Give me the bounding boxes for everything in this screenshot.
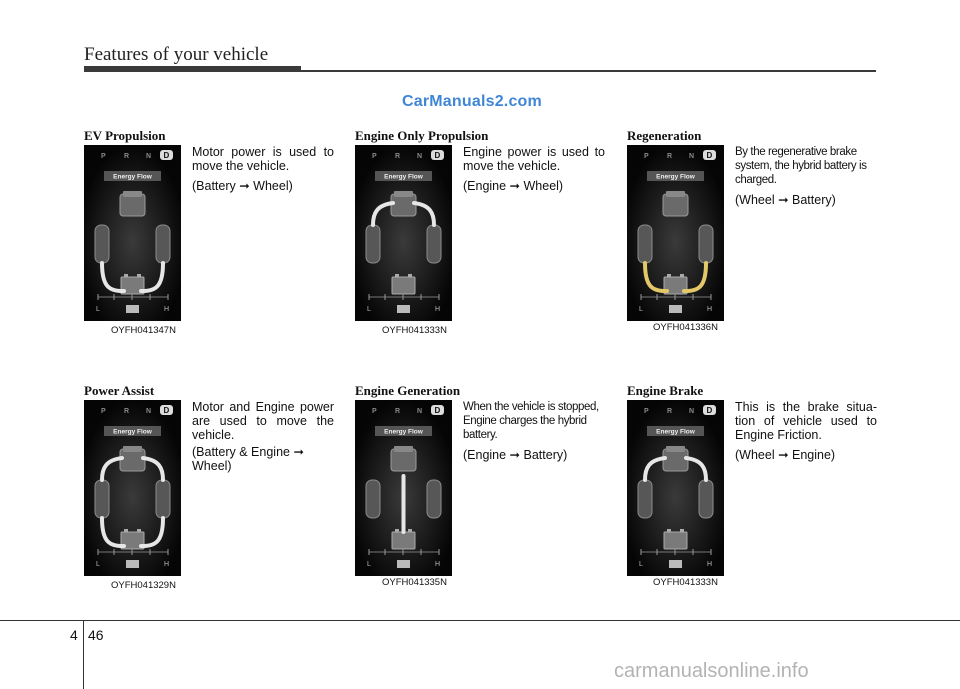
gear-label: N: [146, 408, 152, 415]
energy-flow-graphic: [627, 400, 724, 576]
battery-terminal: [680, 274, 684, 277]
energy-flow-screen: [355, 145, 452, 321]
gear-label: N: [146, 153, 152, 160]
image-code: OYFH041335N: [382, 577, 447, 588]
footer-divider: [83, 620, 84, 689]
gear-label: P: [101, 408, 106, 415]
battery-terminal: [395, 529, 399, 532]
description-text: Motor power is used to move the vehicle.: [192, 145, 334, 173]
description-text: When the vehicle is stopped, Engine charges the hybrid battery.: [463, 401, 599, 441]
energy-flow-graphic: [355, 400, 452, 576]
description-text: By the regenerative brake system, the hybrid battery is charged.: [735, 146, 867, 186]
section-engine-brake: [627, 383, 879, 593]
gauge-low-label: L: [96, 306, 100, 313]
image-code: OYFH041333N: [382, 325, 447, 336]
flow-text: (Engine ➞ Wheel): [463, 179, 564, 193]
energy-flow-graphic: [355, 145, 452, 321]
engine-top: [394, 191, 413, 197]
energy-flow-label: Energy Flow: [384, 428, 423, 436]
gauge-low-label: L: [639, 561, 643, 568]
section-description: [192, 145, 334, 193]
battery-terminal: [137, 529, 141, 532]
gauge-high-label: H: [435, 561, 441, 568]
battery-icon: [392, 532, 415, 549]
section-engine-generation: [355, 383, 607, 593]
right-wheel-icon: [156, 225, 170, 263]
gauge-low-label: L: [96, 561, 100, 568]
battery-terminal: [667, 529, 671, 532]
gauge-low-label: L: [367, 561, 371, 568]
section-regeneration: [627, 128, 879, 338]
section-description: [735, 145, 877, 207]
watermark-link[interactable]: CarManuals2.com: [402, 93, 542, 110]
section-title: Engine Brake: [627, 383, 704, 398]
engine-top: [394, 446, 413, 452]
footer-site-watermark: carmanualsonline.info: [614, 660, 809, 682]
gear-label: D: [706, 151, 713, 160]
gear-label: R: [667, 153, 673, 160]
left-wheel-icon: [638, 225, 652, 263]
gear-label: D: [434, 151, 441, 160]
gauge-battery-icon: [126, 305, 139, 313]
gauge-high-label: H: [164, 561, 170, 568]
gauge-low-label: L: [367, 306, 371, 313]
right-wheel-icon: [427, 480, 441, 518]
gear-label: R: [124, 408, 130, 415]
battery-terminal: [408, 529, 412, 532]
gear-label: N: [417, 153, 423, 160]
battery-terminal: [408, 274, 412, 277]
energy-flow-screen: [627, 400, 724, 576]
flow-text: (Wheel ➞ Battery): [735, 193, 836, 207]
engine-icon: [391, 194, 416, 216]
engine-icon: [391, 449, 416, 471]
footer-rule: [0, 620, 960, 621]
gauge-battery-icon: [397, 305, 410, 313]
energy-flow-screen: [84, 145, 181, 321]
energy-flow-label: Energy Flow: [113, 173, 152, 181]
gauge-high-label: H: [707, 306, 713, 313]
energy-flow-screen: [84, 400, 181, 576]
energy-flow-graphic: [84, 145, 181, 321]
gear-label: D: [706, 406, 713, 415]
gauge-high-label: H: [707, 561, 713, 568]
flow-text: (Battery ➞ Wheel): [192, 179, 293, 193]
right-wheel-icon: [156, 480, 170, 518]
left-wheel-icon: [95, 480, 109, 518]
energy-flow-graphic: [84, 400, 181, 576]
gauge-battery-icon: [126, 560, 139, 568]
engine-icon: [120, 449, 145, 471]
energy-flow-label: Energy Flow: [384, 173, 423, 181]
engine-top: [666, 446, 685, 452]
battery-terminal: [124, 274, 128, 277]
flow-text: (Wheel ➞ Engine): [735, 448, 836, 462]
section-description: [463, 145, 605, 193]
gear-label: P: [372, 408, 377, 415]
gear-label: D: [163, 406, 170, 415]
gear-label: N: [417, 408, 423, 415]
section-description: [463, 400, 605, 462]
description-text: Engine power is used to move the vehicle.: [463, 145, 605, 173]
engine-icon: [663, 194, 688, 216]
section-ev-propulsion: [84, 128, 336, 338]
image-code: OYFH041347N: [111, 325, 176, 336]
page-number: 46: [88, 627, 104, 643]
gauge-battery-icon: [669, 560, 682, 568]
engine-icon: [120, 194, 145, 216]
section-engine-only-propulsion: [355, 128, 607, 338]
gear-label: R: [124, 153, 130, 160]
header-rule: [84, 70, 876, 72]
gear-label: D: [434, 406, 441, 415]
energy-flow-graphic: [627, 145, 724, 321]
image-code: OYFH041333N: [653, 577, 718, 588]
gear-label: P: [644, 408, 649, 415]
engine-top: [123, 191, 142, 197]
section-description: [735, 400, 877, 462]
energy-flow-screen: [355, 400, 452, 576]
engine-top: [123, 446, 142, 452]
description-text: This is the brake situa-tion of vehicle used to Engine Friction.: [735, 400, 877, 442]
gauge-high-label: H: [164, 306, 170, 313]
energy-flow-label: Energy Flow: [656, 428, 695, 436]
image-code: OYFH041336N: [653, 322, 718, 333]
left-wheel-icon: [366, 480, 380, 518]
header-title: Features of your vehicle: [84, 44, 269, 65]
gear-label: P: [101, 153, 106, 160]
gear-label: P: [372, 153, 377, 160]
right-wheel-icon: [427, 225, 441, 263]
section-title: Regeneration: [627, 128, 702, 143]
image-code: OYFH041329N: [111, 580, 176, 591]
gear-label: N: [689, 153, 695, 160]
battery-icon: [392, 277, 415, 294]
section-title: EV Propulsion: [84, 128, 166, 143]
engine-icon: [663, 449, 688, 471]
right-wheel-icon: [699, 480, 713, 518]
chapter-number: 4: [70, 627, 78, 643]
energy-flow-label: Energy Flow: [656, 173, 695, 181]
gear-label: R: [395, 408, 401, 415]
energy-flow-screen: [627, 145, 724, 321]
battery-icon: [664, 532, 687, 549]
battery-terminal: [137, 274, 141, 277]
section-title: Engine Only Propulsion: [355, 128, 489, 143]
battery-terminal: [667, 274, 671, 277]
energy-flow-label: Energy Flow: [113, 428, 152, 436]
section-power-assist: [84, 383, 336, 593]
left-wheel-icon: [95, 225, 109, 263]
left-wheel-icon: [638, 480, 652, 518]
description-text: Motor and Engine power are used to move the vehicle.: [192, 400, 334, 442]
section-description: [192, 400, 334, 473]
gear-label: P: [644, 153, 649, 160]
gear-label: R: [667, 408, 673, 415]
battery-terminal: [124, 529, 128, 532]
section-title: Power Assist: [84, 383, 155, 398]
gear-label: D: [163, 151, 170, 160]
gear-label: N: [689, 408, 695, 415]
gauge-low-label: L: [639, 306, 643, 313]
left-wheel-icon: [366, 225, 380, 263]
gauge-battery-icon: [397, 560, 410, 568]
battery-terminal: [395, 274, 399, 277]
flow-text: (Battery & Engine ➞ Wheel): [192, 445, 304, 473]
gear-label: R: [395, 153, 401, 160]
battery-terminal: [680, 529, 684, 532]
gauge-high-label: H: [435, 306, 441, 313]
flow-text: (Engine ➞ Battery): [463, 448, 568, 462]
engine-top: [666, 191, 685, 197]
section-title: Engine Generation: [355, 383, 461, 398]
gauge-battery-icon: [669, 305, 682, 313]
right-wheel-icon: [699, 225, 713, 263]
